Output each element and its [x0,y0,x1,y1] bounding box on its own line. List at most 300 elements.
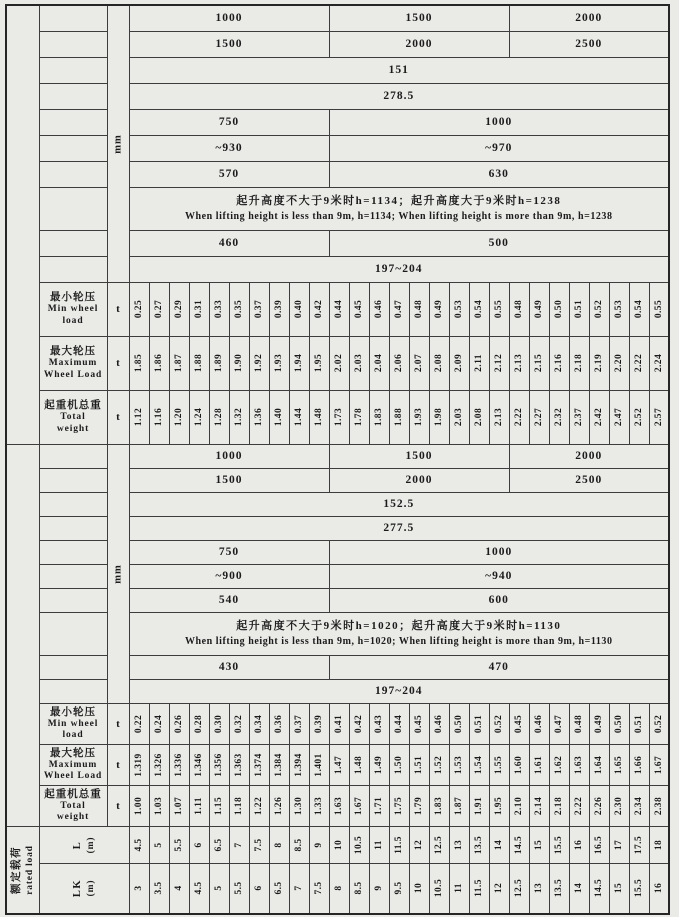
load-value: 1.88 [194,353,204,373]
load-value: 1.93 [414,407,425,427]
rated-load-label [10,845,36,894]
spec-value: 470 [329,655,669,679]
load-value-cell [409,390,429,444]
span-label-line: L [72,840,84,849]
load-value: 0.45 [414,714,425,733]
load-value: 1.16 [154,407,164,427]
span-value-cell [289,826,309,863]
load-value: 2.13 [494,407,505,427]
load-value-cell [569,390,589,444]
load-label-zh: 最大轮压 [50,346,96,358]
load-value-cell [169,703,189,744]
span-value: 6.5 [274,881,284,895]
note-en: When lifting height is less than 9m, h=1134; When lifting height is more than 9m, h=1238 [185,210,613,222]
load-value-cell [369,785,389,826]
spec-value: 460 [129,230,329,256]
load-value-cell [169,390,189,444]
row-label-K [39,444,107,468]
span-row [6,863,669,914]
load-value-cell [149,703,169,744]
load-value-cell [609,390,629,444]
span-value-cell [189,863,209,914]
load-value-cell [129,744,149,785]
load-value: 0.42 [354,714,365,733]
load-value: 0.51 [474,714,485,733]
load-value: 1.32 [234,407,244,427]
load-value-cell [329,744,349,785]
load-label-zh: 最大轮压 [50,747,96,759]
spec-value: 2000 [509,5,669,31]
load-row-label [39,390,107,444]
row-label-C [39,256,107,282]
span-value: 4.5 [194,881,204,895]
load-value: 2.16 [554,353,565,373]
load-value-cell [189,336,209,390]
load-value-cell [629,744,649,785]
span-value-cell [129,826,149,863]
span-value-cell [289,863,309,914]
load-label-en: Wheel Load [43,771,103,782]
span-value-cell [269,826,289,863]
load-value: 2.08 [434,353,445,373]
load-label-en: Min wheel [47,304,99,315]
load-value: 0.47 [394,299,405,319]
load-value-cell [229,282,249,336]
span-value-cell [429,863,449,914]
load-value-cell [269,336,289,390]
load-value-cell [649,703,669,744]
dim-row [6,5,669,31]
load-value: 0.36 [274,714,284,733]
load-value-cell [449,744,469,785]
load-value-cell [449,282,469,336]
span-value-cell [329,826,349,863]
span-value-cell [609,826,629,863]
load-value-cell [169,282,189,336]
load-value-cell [209,336,229,390]
load-value: 2.14 [534,796,545,815]
span-value-cell [649,826,669,863]
load-value: 2.27 [534,407,545,427]
load-label-en: Total [60,412,86,423]
load-value-cell [329,390,349,444]
spec-value: 197~204 [129,679,669,703]
span-value-cell [529,863,549,914]
load-value-cell [429,336,449,390]
load-value: 1.79 [414,796,425,815]
row-label-L2 [39,492,107,516]
load-value: 2.32 [554,407,565,427]
spec-value: 151 [129,57,669,83]
load-value: 1.95 [494,796,505,815]
load-value: 1.33 [314,796,325,815]
load-value-cell [649,390,669,444]
unit-t-cell: t [107,744,129,785]
row-label-ho [39,161,107,187]
load-value: 1.48 [354,755,365,774]
load-value: 1.03 [154,796,164,815]
load-value: 2.19 [594,353,605,373]
load-value-cell [369,703,389,744]
load-value-cell [309,336,329,390]
load-value-cell [449,703,469,744]
load-value: 0.46 [374,299,385,319]
load-value: 0.53 [614,299,625,319]
spec-value: 2000 [329,31,509,57]
spec-value: 1000 [129,444,329,468]
load-value-cell [589,336,609,390]
load-value: 2.07 [414,353,425,373]
load-value-cell [289,785,309,826]
load-value: 0.48 [514,299,525,319]
load-value: 2.22 [634,353,645,373]
load-value-cell [529,336,549,390]
load-value-cell [629,390,649,444]
unit-t-cell: t [107,336,129,390]
load-value: 1.55 [494,755,505,774]
load-value-cell [349,703,369,744]
load-value-cell [349,336,369,390]
load-value-cell [569,744,589,785]
load-value: 1.384 [274,752,284,777]
load-value: 0.45 [354,299,365,319]
load-value-cell [329,703,349,744]
dim-row [6,468,669,492]
load-value: 1.63 [574,755,585,774]
span-value: 9 [374,885,385,891]
load-value: 2.09 [454,353,465,373]
dim-row [6,540,669,564]
span-value: 15 [534,839,545,850]
load-value: 0.50 [614,714,625,733]
load-value: 1.73 [334,407,345,427]
note-zh: 起升高度不大于9米时h=1020；起升高度大于9米时h=1130 [236,619,562,632]
span-value: 5.5 [174,837,184,852]
load-label-en: Maximum [48,759,98,770]
span-value: 8.5 [294,837,304,852]
load-value-cell [549,785,569,826]
load-value-cell [469,282,489,336]
load-value-cell [209,282,229,336]
load-value-cell [489,336,509,390]
load-label-en: Total [60,800,86,811]
load-value: 1.401 [314,752,325,777]
load-value: 1.336 [174,752,184,777]
row-label-H-max [39,564,107,588]
span-value: 12 [414,839,425,850]
span-value: 11.5 [394,835,405,854]
load-value: 2.03 [454,407,465,427]
load-value: 0.44 [334,299,345,319]
span-value-cell [269,863,289,914]
span-value: 6 [254,885,264,891]
load-value: 0.22 [134,714,144,733]
load-value-cell [589,703,609,744]
span-value-cell [389,863,409,914]
load-value-cell [529,703,549,744]
spec-value: 197~204 [129,256,669,282]
span-value: 15 [614,883,625,894]
span-value-cell [469,863,489,914]
load-value: 0.26 [174,714,184,733]
span-value: 5 [154,841,164,848]
unit-mm-cell [107,444,129,703]
load-value: 2.02 [334,353,345,373]
row-label-I [39,540,107,564]
span-value: 15.5 [554,835,565,854]
row-label-A [39,230,107,256]
load-row [6,785,669,826]
load-value-cell [569,336,589,390]
load-value-cell [289,744,309,785]
load-row [6,282,669,336]
load-label-en: Maximum [48,358,98,369]
load-value-cell [229,336,249,390]
span-value: 6 [194,841,204,848]
load-value: 0.50 [554,299,565,319]
load-value-cell [309,703,329,744]
load-value: 2.03 [354,353,365,373]
load-row-label [39,744,107,785]
load-value: 1.85 [134,353,144,373]
span-value: 12.5 [514,879,525,898]
load-value: 1.93 [274,353,284,373]
load-value-cell [509,282,529,336]
load-value-cell [529,282,549,336]
dim-row [6,679,669,703]
dim-row [6,57,669,83]
spec-value: 2000 [329,468,509,492]
load-value: 2.30 [614,796,625,815]
load-value-cell [149,744,169,785]
span-value-cell [489,826,509,863]
load-value-cell [189,703,209,744]
load-value: 1.61 [534,755,545,774]
span-value-cell [469,826,489,863]
spec-value: 570 [129,161,329,187]
load-value-cell [249,336,269,390]
span-value: 3.5 [154,881,164,895]
load-value-cell [269,744,289,785]
spec-value: 540 [129,588,329,612]
load-value-cell [189,282,209,336]
load-value: 1.98 [434,407,445,427]
span-value: 10.5 [354,835,365,854]
load-value-cell [429,785,449,826]
load-value: 1.83 [374,407,385,427]
span-value: 18 [653,839,664,850]
load-value-cell [629,336,649,390]
load-label-en: weight [56,423,90,434]
spec-value: ~940 [329,564,669,588]
spec-value: 1000 [129,5,329,31]
load-value-cell [249,390,269,444]
load-value: 0.30 [214,714,224,733]
load-value: 1.51 [414,755,425,774]
load-value-cell [649,282,669,336]
load-value: 1.07 [174,796,184,815]
load-value: 0.39 [274,299,284,319]
load-value-cell [409,785,429,826]
load-label-en: Wheel Load [43,369,103,380]
load-value-cell [649,744,669,785]
spec-value: 2500 [509,31,669,57]
span-value: 14 [574,883,585,894]
load-value-cell [649,785,669,826]
dim-row [6,588,669,612]
load-value-cell [289,282,309,336]
spec-value: 750 [129,109,329,135]
span-value-cell [169,826,189,863]
load-value-cell [309,390,329,444]
load-value-cell [329,282,349,336]
load-value: 1.26 [274,796,284,815]
span-value: 11.5 [474,879,485,898]
load-value: 0.28 [194,714,204,733]
load-value-cell [509,744,529,785]
load-value: 0.32 [234,714,244,733]
load-value: 2.13 [514,353,525,373]
unit-t-cell: t [107,282,129,336]
load-value: 1.94 [294,353,304,373]
load-value-cell [229,744,249,785]
load-value-cell [229,703,249,744]
load-value: 2.06 [394,353,405,373]
load-value: 0.53 [454,299,465,319]
load-value: 2.52 [634,407,645,427]
load-value: 1.50 [394,755,405,774]
load-label-en: load [62,730,84,741]
load-value-cell [389,744,409,785]
load-value-cell [209,390,229,444]
load-value: 2.34 [634,796,645,815]
load-value-cell [269,282,289,336]
load-label-en: load [62,315,84,326]
spec-value: ~970 [329,135,669,161]
load-value: 1.18 [234,796,244,815]
span-value: 14.5 [514,835,525,854]
unit-mm: mm [112,134,124,154]
load-value: 1.44 [294,407,304,427]
load-value: 2.42 [594,407,605,427]
row-label-h [39,612,107,655]
span-value: 11 [454,883,465,894]
spec-value: ~900 [129,564,329,588]
load-value: 1.356 [214,752,224,777]
load-value: 2.22 [514,407,525,427]
load-value: 0.54 [474,299,485,319]
load-value: 1.48 [314,407,325,427]
load-value: 0.44 [394,714,405,733]
load-value-cell [289,703,309,744]
load-value: 0.48 [414,299,425,319]
load-value: 0.37 [294,714,304,733]
load-value: 1.22 [254,796,264,815]
span-row-label [39,863,129,914]
spec-value: 750 [129,540,329,564]
span-value: 7 [234,841,244,848]
load-label-zh: 最小轮压 [50,292,96,304]
load-value-cell [489,282,509,336]
span-value-cell [249,863,269,914]
rated-load-cell [6,826,39,914]
load-value-cell [449,390,469,444]
load-value-cell [269,785,289,826]
load-value: 1.66 [634,755,645,774]
load-value: 1.88 [394,407,405,427]
span-value-cell [309,826,329,863]
load-value-cell [349,390,369,444]
load-value: 1.53 [454,755,465,774]
load-value: 0.25 [134,299,144,319]
load-value-cell [349,744,369,785]
load-value-cell [509,336,529,390]
load-value-cell [349,785,369,826]
spec-value: 600 [329,588,669,612]
load-value-cell [469,390,489,444]
load-value: 1.15 [214,796,224,815]
load-value: 0.51 [634,714,645,733]
load-value-cell [369,336,389,390]
span-value: 10.5 [434,879,445,898]
load-value: 0.29 [174,299,184,319]
load-value: 0.31 [194,299,204,319]
load-value: 0.45 [514,714,525,733]
load-value: 1.54 [474,755,485,774]
span-value: 16 [653,883,664,894]
note-zh: 起升高度不大于9米时h=1134；起升高度大于9米时h=1238 [236,194,562,207]
load-value-cell [369,744,389,785]
span-value-cell [149,826,169,863]
span-value: 7 [294,885,304,891]
span-label [71,836,97,853]
load-value-cell [569,785,589,826]
load-value-cell [229,785,249,826]
row-label-L2 [39,57,107,83]
span-value: 14 [494,839,505,850]
load-value-cell [189,785,209,826]
row-label-L1 [39,83,107,109]
span-value-cell [229,826,249,863]
load-value-cell [169,744,189,785]
span-value: 14.5 [594,879,605,898]
load-value-cell [489,785,509,826]
load-value-cell [409,744,429,785]
load-value-cell [589,785,609,826]
load-value-cell [249,744,269,785]
span-value: 12 [494,883,505,894]
load-value-cell [569,703,589,744]
spec-value [129,612,669,655]
row-label-B [39,31,107,57]
load-value-cell [429,282,449,336]
span-value-cell [489,863,509,914]
load-value: 2.20 [614,353,625,373]
span-row-label [39,826,129,863]
dim-row [6,161,669,187]
load-value-cell [189,390,209,444]
load-value: 0.51 [574,299,585,319]
load-value-cell [449,336,469,390]
load-value-cell [449,785,469,826]
load-value: 2.57 [653,407,664,427]
load-value: 1.319 [134,752,144,777]
load-value: 1.60 [514,755,525,774]
dim-row [6,109,669,135]
row-label-C [39,679,107,703]
spec-value: 1000 [329,540,669,564]
load-value-cell [609,744,629,785]
